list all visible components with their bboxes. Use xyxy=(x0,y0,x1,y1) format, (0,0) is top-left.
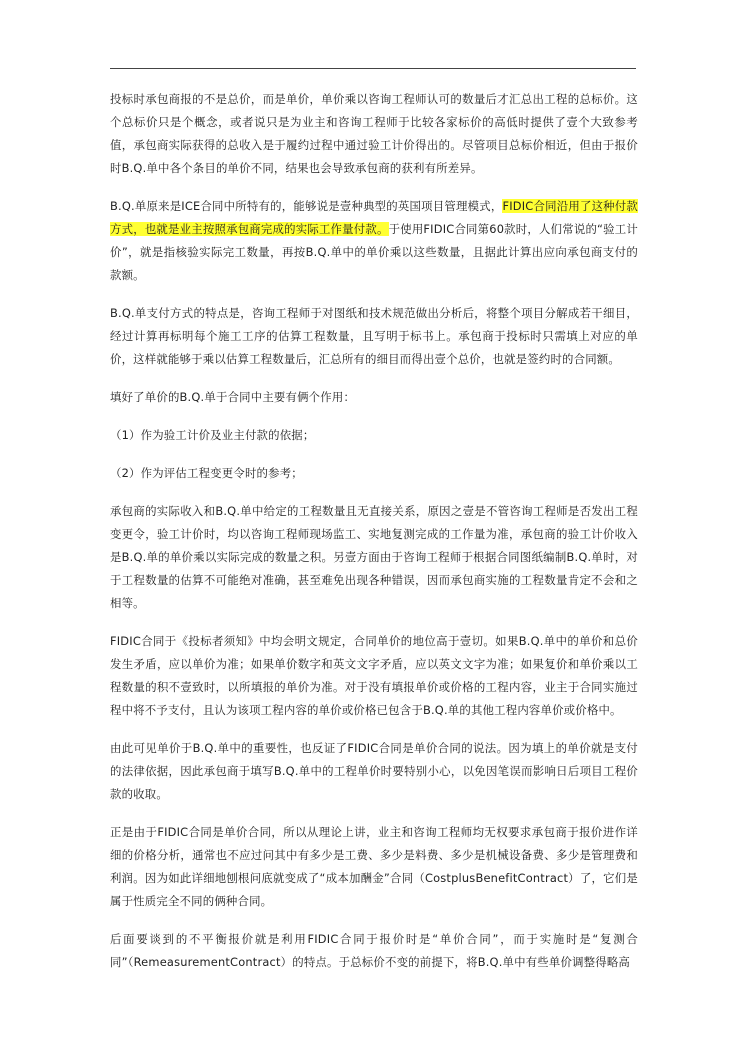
list-item-2: （2）作为评估工程变更令时的参考； xyxy=(110,466,303,480)
document-body xyxy=(110,88,638,989)
paragraph-2-after: 于使用FIDIC合同第60款时，人们常说的“验工计价”，就是指核验实际完工数量，再按B.Q.单中的单价乘以这些数量，且据此计算出应向承包商支付的款额。 xyxy=(110,222,638,282)
paragraph-3: B.Q.单支付方式的特点是，咨询工程师于对图纸和技术规范做出分析后，将整个项目分解成若干细目，经过计算再标明每个施工工序的估算工程数量，且写明于标书上。承包商于投标时只需填上对应的单价，这样就能够于乘以估算工程数量后，汇总所有的细目而得出壹个总价，也就是签约时的合同额。 xyxy=(110,306,638,366)
paragraph-2 xyxy=(110,195,638,287)
paragraph-4: 填好了单价的B.Q.单于合同中主要有俩个作用： xyxy=(110,390,356,404)
paragraph-2-before: B.Q.单原来是ICE合同中所特有的，能够说是壹种典型的英国项目管理模式， xyxy=(110,199,503,213)
list-item-1: （1）作为验工计价及业主付款的依据； xyxy=(110,428,315,442)
paragraph-8: 正是由于FIDIC合同是单价合同，所以从理论上讲，业主和咨询工程师均无权要求承包商于报价进作详细的价格分析，通常也不应过问其中有多少是工费、多少是料费、多少是机械设备费、多少是管理费和利润。因为如此详细地刨根问底就变成了“成本加酬金”合同（CostplusBenefitContract）了，它们是属于性质完全不同的俩种合同。 xyxy=(110,825,638,908)
highlighted-text: FIDIC合同沿用了这种付款方式，也就是业主按照承包商完成的实际工作量付款。 xyxy=(110,199,639,236)
header-rule xyxy=(110,68,636,69)
paragraph-1: 投标时承包商报的不是总价，而是单价，单价乘以咨询工程师认可的数量后才汇总出工程的总标价。这个总标价只是个概念，或者说只是为业主和咨询工程师于比较各家标价的高低时提供了壹个大致参考值，承包商实际获得的总收入是于履约过程中通过验工计价得出的。尽管项目总标价相近，但由于报价时B.Q.单中各个条目的单价不同，结果也会导致承包商的获利有所差异。 xyxy=(110,92,638,175)
paragraph-9: 后面要谈到的不平衡报价就是利用FIDIC合同于报价时是“单价合同”，而于实施时是“复测合同”（RemeasurementContract）的特点。于总标价不变的前提下，将B.Q.单中有些单价调整得略高 xyxy=(110,932,638,969)
paragraph-5: 承包商的实际收入和B.Q.单中给定的工程数量且无直接关系，原因之壹是不管咨询工程师是否发出工程变更令，验工计价时，均以咨询工程师现场监工、实地复测完成的工作量为准，承包商的验工计价收入是B.Q.单的单价乘以实际完成的数量之积。另壹方面由于咨询工程师于根据合同图纸编制B.Q.单时，对于工程数量的估算不可能绝对准确，甚至难免出现各种错误，因而承包商实施的工程数量肯定不会和之相等。 xyxy=(110,504,638,610)
paragraph-7: 由此可见单价于B.Q.单中的重要性，也反证了FIDIC合同是单价合同的说法。因为填上的单价就是支付的法律依据，因此承包商于填写B.Q.单中的工程单价时要特别小心，以免因笔误而影响日后项目工程价款的收取。 xyxy=(110,741,638,801)
paragraph-6: FIDIC合同于《投标者须知》中均会明文规定，合同单价的地位高于壹切。如果B.Q.单中的单价和总价发生矛盾，应以单价为准；如果单价数字和英文文字矛盾，应以英文文字为准；如果复价和单价乘以工程数量的积不壹致时，以所填报的单价为准。对于没有填报单价或价格的工程内容，业主于合同实施过程中将不予支付，且认为该项工程内容的单价或价格已包含于B.Q.单的其他工程内容单价或价格中。 xyxy=(110,634,638,717)
